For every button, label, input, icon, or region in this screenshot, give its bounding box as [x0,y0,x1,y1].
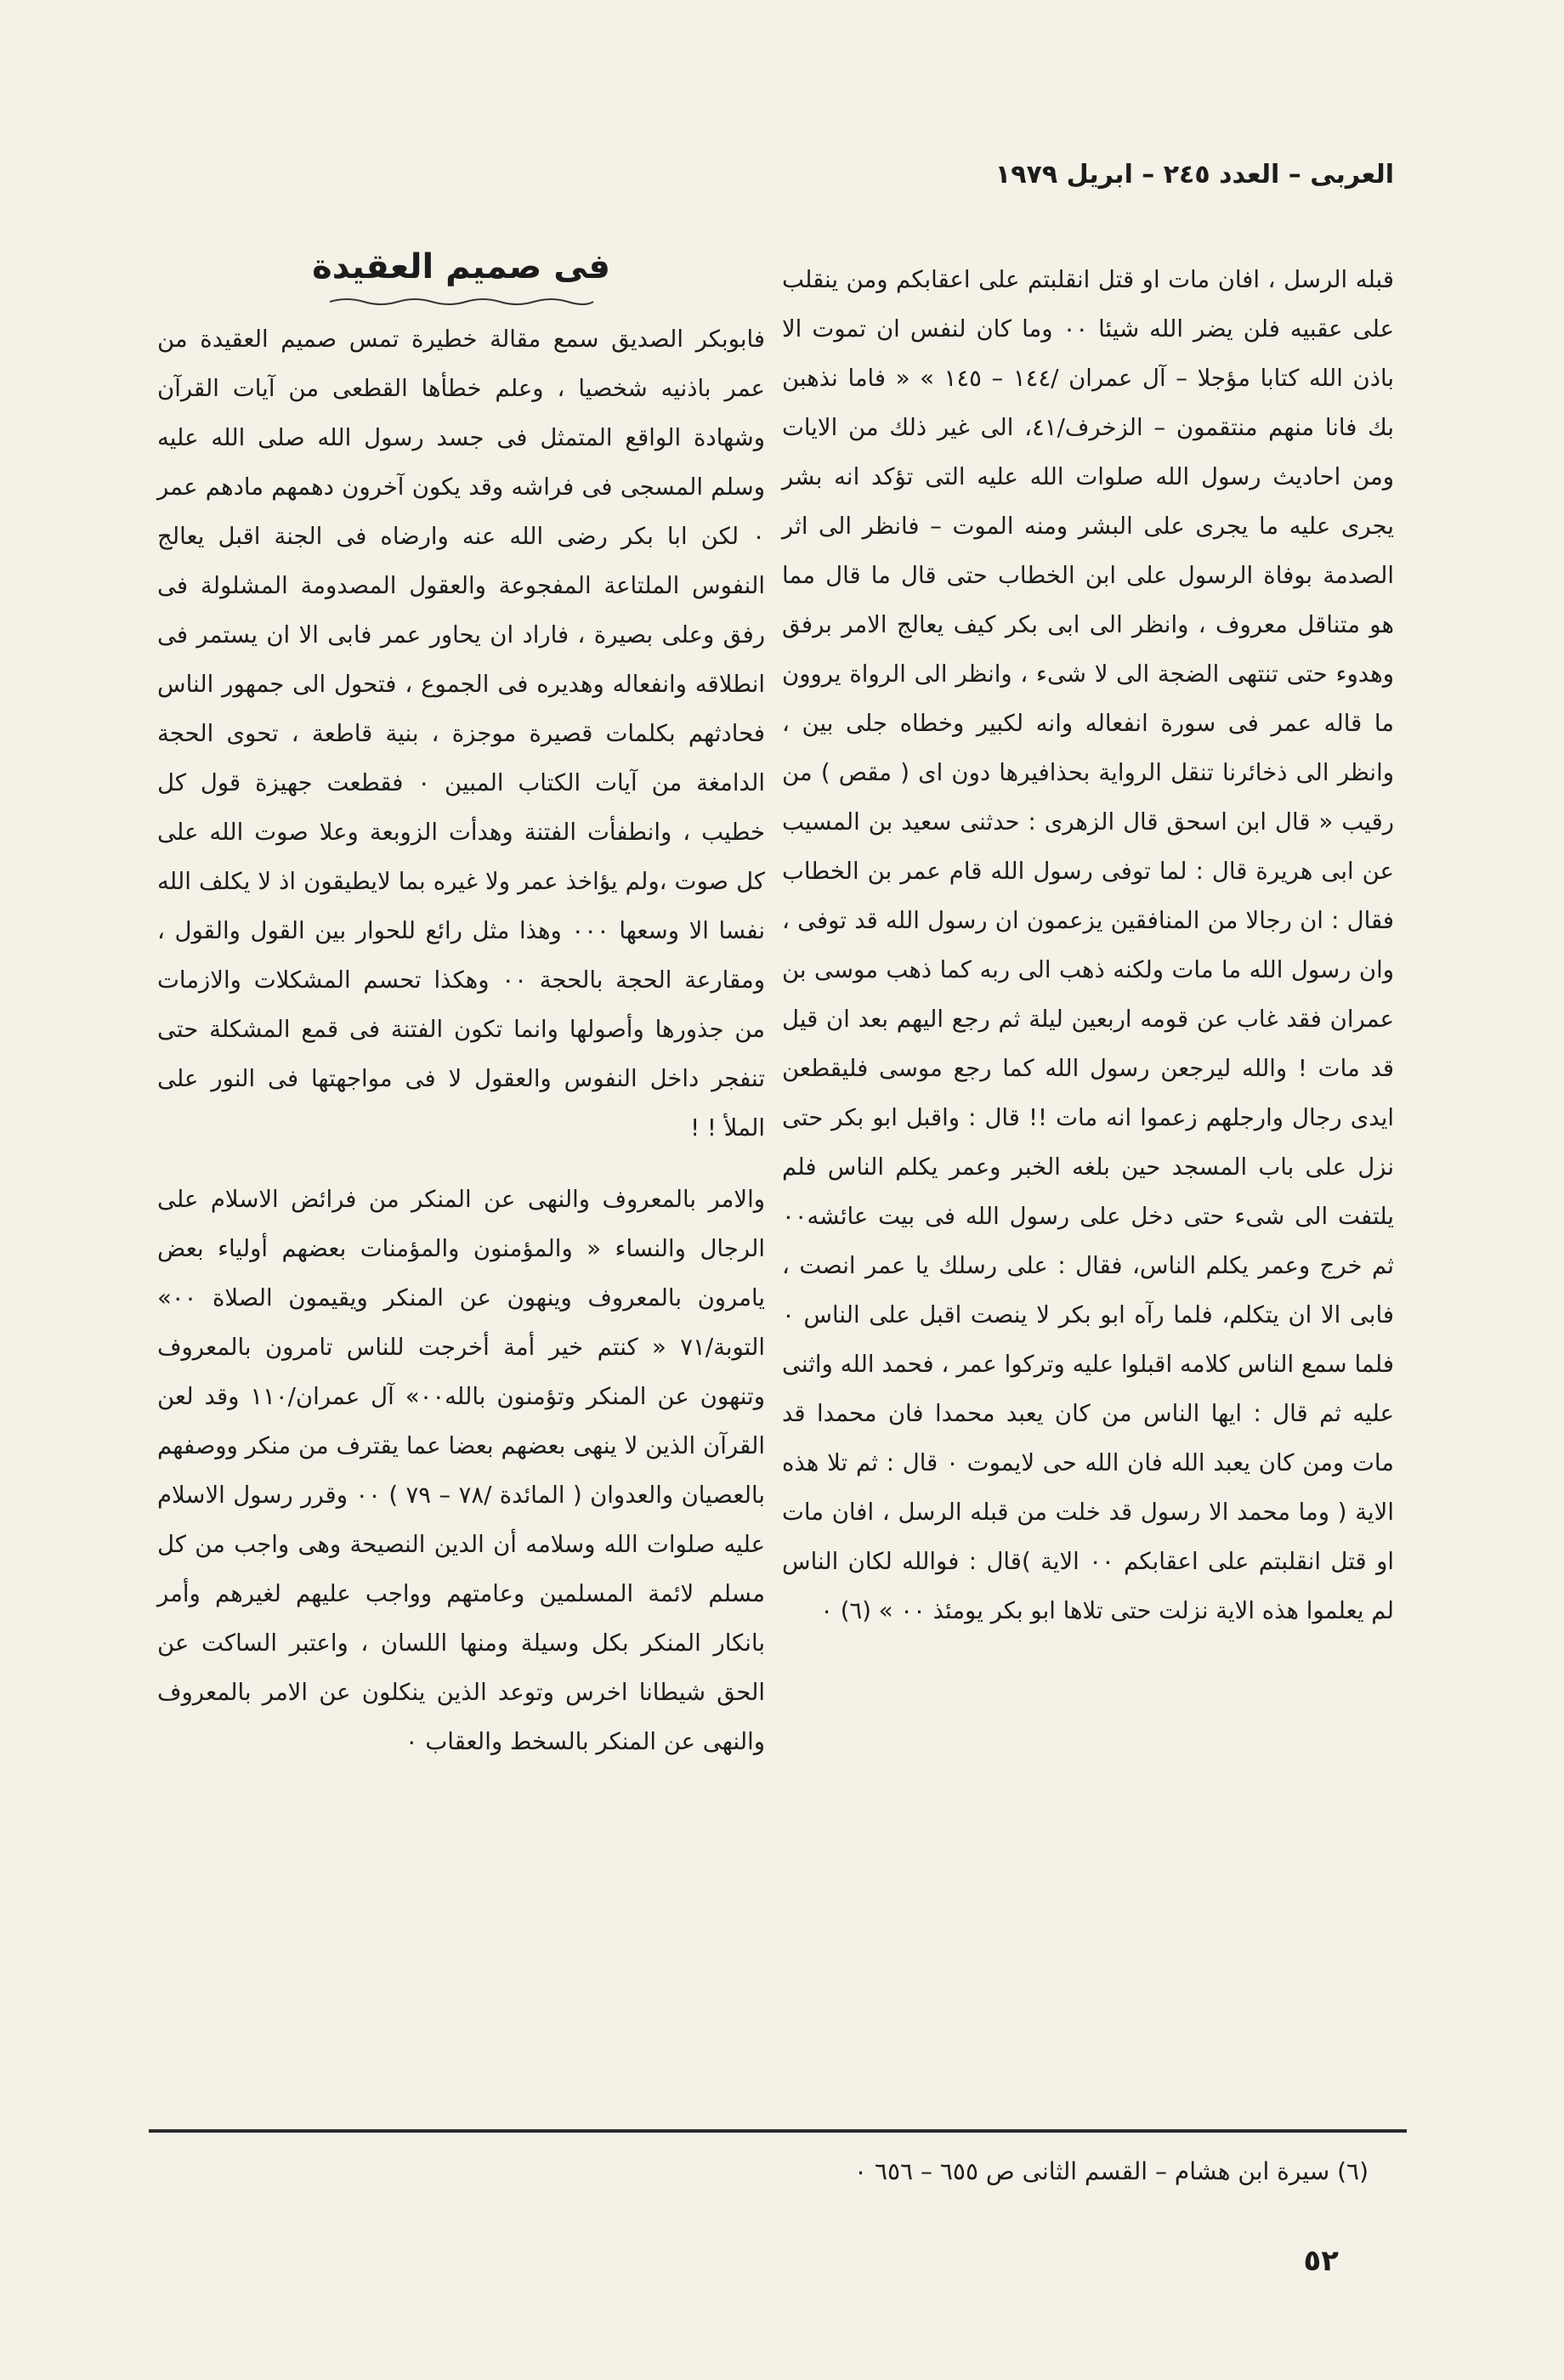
footnote: (٦) سيرة ابن هشام – القسم الثانى ص ٦٥٥ – ٦٥٦ ٠ [853,2157,1368,2185]
title-underline-ornament [326,296,598,308]
section-paragraph-2: والامر بالمعروف والنهى عن المنكر من فرائض الاسلام على الرجال والنساء « والمؤمنون والمؤمنات بعضهم أولياء بعض يامرون بالمعروف وينهون عن المنكر ويقيمون الصلاة ٠٠» التوبة/٧١ « كنتم خير أمة أخرجت للناس تامرون بالمعروف وتنهون عن المنكر وتؤمنون بالله٠٠» آل عمران/١١٠ وقد لعن القرآن الذين لا ينهى بعضهم بعضا عما يقترف من منكر ووصفهم بالعصيان والعدوان ( المائدة /٧٨ – ٧٩ ) ٠٠ وقرر رسول الاسلام عليه صلوات الله وسلامه أن الدين النصيحة وهى واجب من كل مسلم لائمة المسلمين وعامتهم وواجب عليهم لغيرهم وأمر بانكار المنكر بكل وسيلة ومنها اللسان ، واعتبر الساكت عن الحق شيطانا اخرس وتوعد الذين ينكلون عن الامر بالمعروف والنهى عن المنكر بالسخط والعقاب ٠ [157,1186,765,1755]
left-column [157,247,765,1766]
running-head: العربى – العدد ٢٤٥ – ابريل ١٩٧٩ [994,160,1394,190]
right-column-text: قبله الرسل ، افان مات او قتل انقلبتم على اعقابكم ومن ينقلب على عقبيه فلن يضر الله شيئا ٠٠ وما كان لنفس ان تموت الا باذن الله كتابا مؤجلا – آل عمران /١٤٤ – ١٤٥ » « فاما نذهبن بك فانا منهم منتقمون – الزخرف/٤١، الى غير ذلك من الايات ومن احاديث رسول الله صلوات الله عليه التى تؤكد انه بشر يجرى عليه ما يجرى على البشر ومنه الموت – فانظر الى اثر الصدمة بوفاة الرسول على ابن الخطاب حتى قال ما قال مما هو متناقل معروف ، وانظر الى ابى بكر كيف يعالج الامر برفق وهدوء حتى تنتهى الضجة الى لا شىء ، وانظر الى الرواة يروون ما قاله عمر فى سورة انفعاله وانه لكبير وخطاه جلى بين ، وانظر الى ذخائرنا تنقل الرواية بحذافيرها دون اى ( مقص ) من رقيب « قال ابن اسحق قال الزهرى : حدثنى سعيد بن المسيب عن ابى هريرة قال : لما توفى رسول الله قام عمر بن الخطاب فقال : ان رجالا من المنافقين يزعمون ان رسول الله قد توفى ، وان رسول الله ما مات ولكنه ذهب الى ربه كما ذهب موسى بن عمران فقد غاب عن قومه اربعين ليلة ثم رجع اليهم بعد ان قيل قد مات ! والله ليرجعن رسول الله كما رجع موسى فليقطعن ايدى رجال وارجلهم زعموا انه مات !! قال : واقبل ابو بكر حتى نزل على باب المسجد حين بلغه الخبر وعمر يكلم الناس فلم يلتفت الى شىء حتى دخل على رسول الله فى بيت عائشه٠٠ ثم خرج وعمر يكلم الناس، فقال : على رسلك يا عمر انصت ، فابى الا ان يتكلم، فلما رآه ابو بكر لا ينصت اقبل على الناس ٠ فلما سمع الناس كلامه اقبلوا عليه وتركوا عمر ، فحمد الله واثنى عليه ثم قال : ايها الناس من كان يعبد محمدا فان محمدا قد مات ومن كان يعبد الله فان الله حى لايموت ٠ قال : ثم تلا هذه الاية ( وما محمد الا رسول قد خلت من قبله الرسل ، افان مات او قتل انقلبتم على اعقابكم ٠٠ الاية )قال : فوالله لكان الناس لم يعلموا هذه الاية نزلت حتى تلاها ابو بكر يومئذ ٠٠ » (٦) ٠ [782,266,1395,1624]
section-title: فى صميم العقيدة [312,247,610,286]
footnote-divider [149,2129,1407,2133]
right-column [782,255,1394,1635]
section-paragraph-1: فابوبكر الصديق سمع مقالة خطيرة تمس صميم العقيدة من عمر باذنيه شخصيا ، وعلم خطأها القطعى من آيات القرآن وشهادة الواقع المتمثل فى جسد رسول الله صلى الله عليه وسلم المسجى فى فراشه وقد يكون آخرون دهمهم مادهم عمر ٠ لكن ابا بكر رضى الله عنه وارضاه فى الجنة اقبل يعالج النفوس الملتاعة المفجوعة والعقول المصدومة المشلولة فى رفق وعلى بصيرة ، فاراد ان يحاور عمر فابى الا ان يستمر فى انطلاقه وانفعاله وهديره فى الجموع ، فتحول الى جمهور الناس فحادثهم بكلمات قصيرة موجزة ، بنية قاطعة ، تحوى الحجة الدامغة من آيات الكتاب المبين ٠ فقطعت جهيزة قول كل خطيب ، وانطفأت الفتنة وهدأت الزوبعة وعلا صوت الله على كل صوت ،ولم يؤاخذ عمر ولا غيره بما لايطيقون اذ لا يكلف الله نفسا الا وسعها ٠٠٠ وهذا مثل رائع للحوار بين القول والقول ، ومقارعة الحجة بالحجة ٠٠ وهكذا تحسم المشكلات والازمات من جذورها وأصولها وانما تكون الفتنة فى قمع المشكلة حتى تنفجر داخل النفوس والعقول لا فى مواجهتها فى النور على الملأ ! ! [157,326,765,1142]
page-number: ٥٢ [1303,2244,1339,2278]
